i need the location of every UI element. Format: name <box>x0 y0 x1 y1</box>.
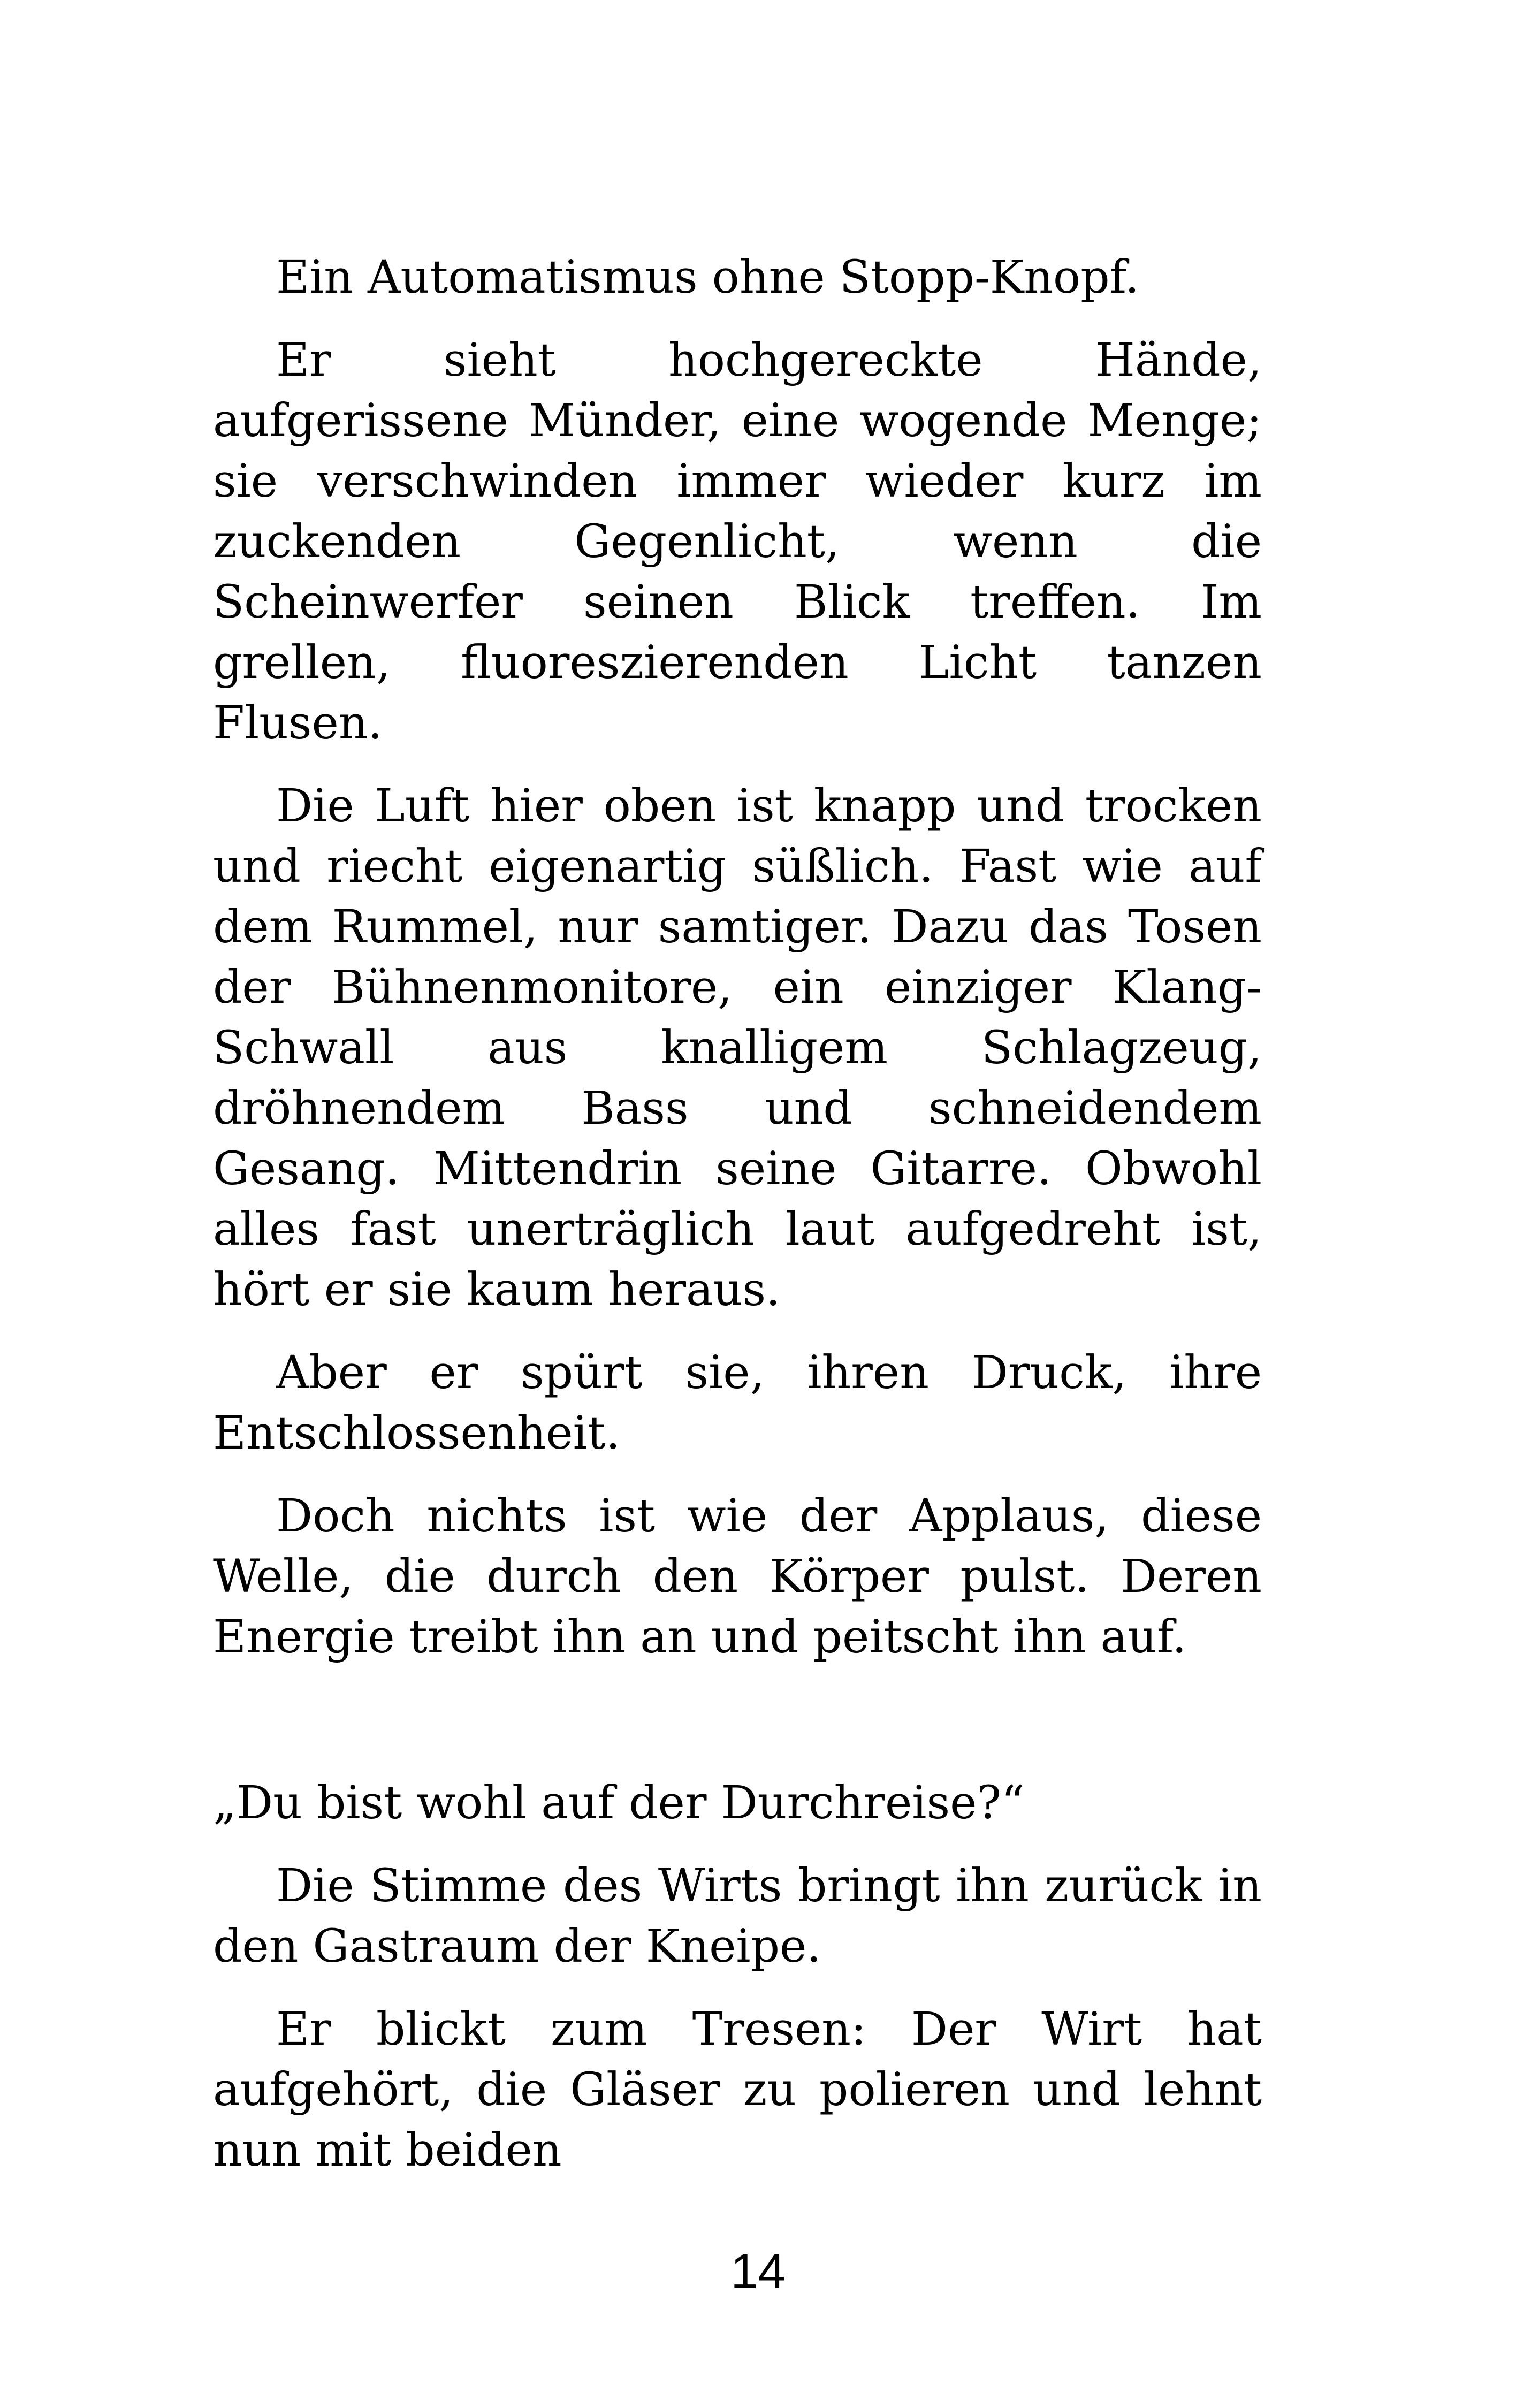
paragraph-6: Die Stimme des Wirts bringt ihn zurück in den Gastraum der Kneipe. <box>213 1860 1262 1973</box>
paragraph-3: Die Luft hier oben ist knapp und trocken und riecht eigenartig süßlich. Fast wie auf dem Rummel, nur samtiger. Dazu das Tosen der Bühnenmonitore, ein einziger Klang-Schwall aus knalligem Schlagzeug, dröhnendem Bass und schneidendem Gesang. Mittendrin seine Gitarre. Obwohl alles fast unerträglich laut aufgedreht ist, hört er sie kaum heraus. <box>213 780 1262 1316</box>
paragraph-2: Er sieht hochgereckte Hände, aufgerissene Münder, eine wogende Menge; sie verschwinden immer wieder kurz im zuckenden Gegenlicht, wenn die Scheinwerfer seinen Blick treffen. Im grellen, fluoreszierenden Licht tanzen Flusen. <box>213 334 1262 750</box>
paragraph-5: Doch nichts ist wie der Applaus, diese Welle, die durch den Körper pulst. Deren Energie treibt ihn an und peitscht ihn auf. <box>213 1490 1262 1664</box>
dialogue-line: „Du bist wohl auf der Durchreise?“ <box>213 1777 1025 1830</box>
page-number: 14 <box>730 2244 786 2299</box>
paragraph-7: Er blickt zum Tresen: Der Wirt hat aufgehört, die Gläser zu polieren und lehnt nun mit beiden <box>213 2003 1262 2177</box>
paragraph-4: Aber er spürt sie, ihren Druck, ihre Entschlossenheit. <box>213 1346 1262 1460</box>
paragraph-1: Ein Automatismus ohne Stopp-Knopf. <box>276 251 1140 304</box>
body-text <box>213 247 1262 2203</box>
section-break <box>213 1690 1262 1773</box>
